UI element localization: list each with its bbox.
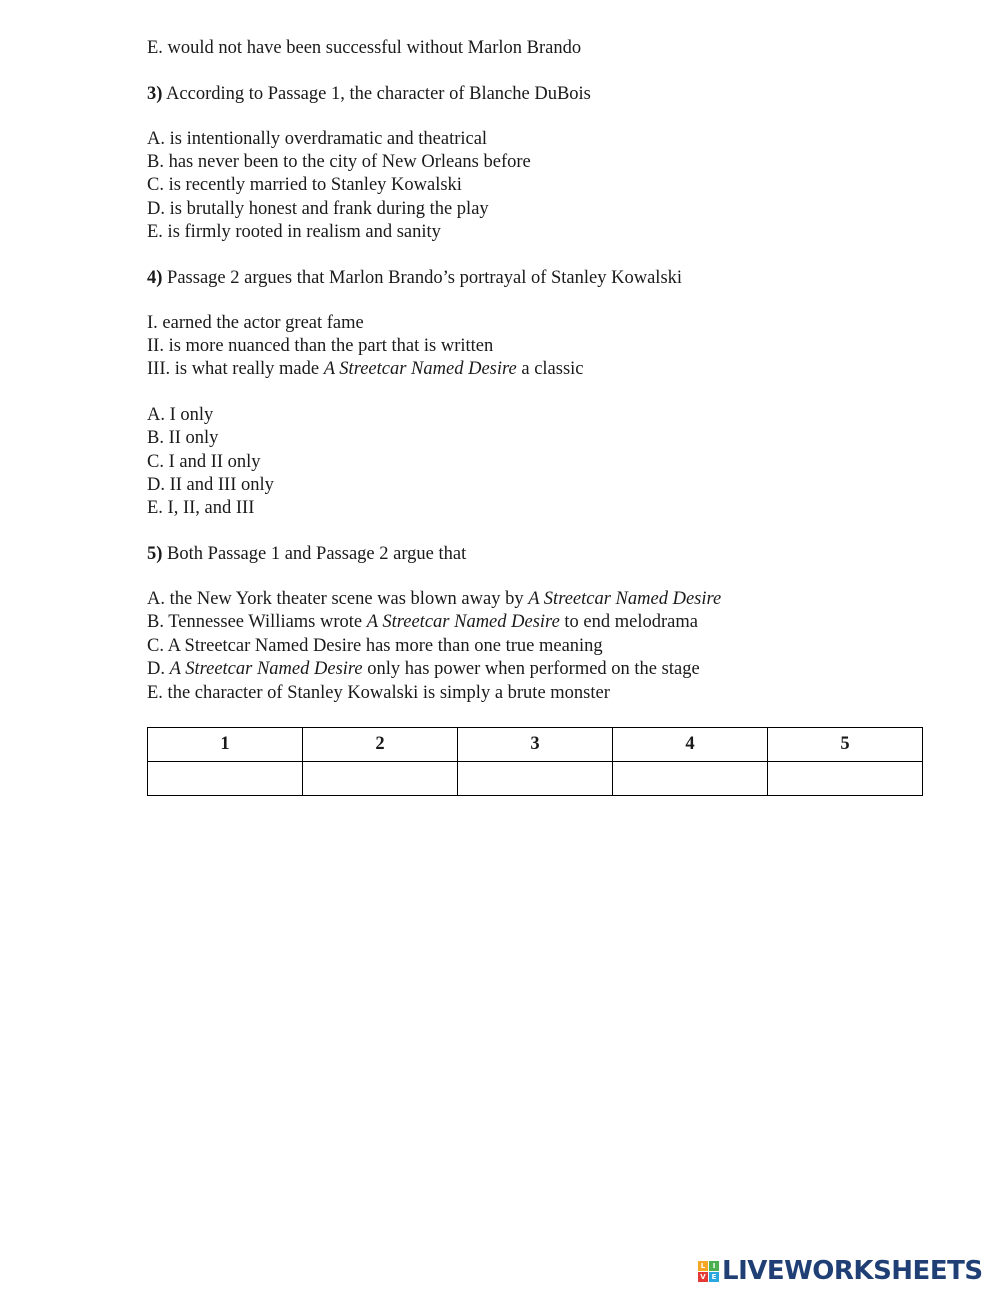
q3-option-e: E. is firmly rooted in realism and sanity [147, 222, 441, 242]
q4-statement-i: I. earned the actor great fame [147, 313, 364, 333]
answer-input-4[interactable] [613, 762, 768, 796]
logo-tile-e: E [709, 1272, 719, 1282]
q3-option-c: C. is recently married to Stanley Kowalski [147, 175, 462, 195]
q4-stem [147, 267, 682, 289]
q4-iii-text: III. is what really made [147, 359, 324, 379]
q5-b-text: B. Tennessee Williams wrote [147, 612, 367, 632]
q4-option-c: C. I and II only [147, 452, 261, 472]
answer-header-3: 3 [458, 728, 613, 762]
answer-table-header-row [148, 728, 923, 762]
q4-iii-text-end: a classic [516, 359, 584, 379]
q4-option-b: B. II only [147, 428, 219, 448]
q5-stem-text: Both Passage 1 and Passage 2 argue that [167, 544, 467, 564]
q5-d-text-end: only has power when performed on the stage [362, 659, 700, 679]
logo-icon [698, 1261, 719, 1282]
q5-option-d [147, 658, 700, 680]
q5-b-title: A Streetcar Named Desire [366, 612, 560, 632]
q5-d-title: A Streetcar Named Desire [169, 659, 363, 679]
q4-option-e: E. I, II, and III [147, 498, 255, 518]
logo-text: LIVEWORKSHEETS [722, 1256, 983, 1286]
logo-tile-v: V [698, 1272, 708, 1282]
answer-input-1[interactable] [148, 762, 303, 796]
q4-statement-iii [147, 358, 584, 380]
answer-header-4: 4 [613, 728, 768, 762]
answer-input-2[interactable] [303, 762, 458, 796]
q5-option-c: C. A Streetcar Named Desire has more than one true meaning [147, 636, 603, 656]
q5-option-a [147, 588, 721, 610]
answer-header-5: 5 [768, 728, 923, 762]
q4-iii-title: A Streetcar Named Desire [323, 359, 517, 379]
q5-a-title: A Streetcar Named Desire [528, 589, 722, 609]
logo-tile-l: L [698, 1261, 708, 1271]
liveworksheets-logo [698, 1256, 983, 1286]
answer-table-input-row [148, 762, 923, 796]
q3-option-a: A. is intentionally overdramatic and theatrical [147, 129, 488, 149]
q4-statement-ii: II. is more nuanced than the part that is written [147, 336, 494, 356]
q5-number: 5) [147, 544, 163, 564]
answer-header-2: 2 [303, 728, 458, 762]
q5-d-text: D. [147, 659, 170, 679]
q4-stem-text: Passage 2 argues that Marlon Brando’s portrayal of Stanley Kowalski [167, 268, 683, 288]
q5-b-text-end: to end melodrama [559, 612, 698, 632]
q5-stem [147, 543, 466, 565]
q4-number: 4) [147, 268, 163, 288]
q5-a-text: A. the New York theater scene was blown away by [147, 589, 529, 609]
q5-option-b [147, 611, 698, 633]
q2-option-e: E. would not have been successful without Marlon Brando [147, 38, 582, 58]
q3-option-d: D. is brutally honest and frank during the play [147, 199, 489, 219]
q4-option-d: D. II and III only [147, 475, 274, 495]
q4-option-a: A. I only [147, 405, 214, 425]
q5-option-e: E. the character of Stanley Kowalski is simply a brute monster [147, 683, 610, 703]
q3-number: 3) [147, 84, 163, 104]
logo-tile-i: I [709, 1261, 719, 1271]
q3-stem-text: According to Passage 1, the character of Blanche DuBois [166, 84, 591, 104]
answer-header-1: 1 [148, 728, 303, 762]
q3-stem [147, 83, 591, 105]
answer-input-5[interactable] [768, 762, 923, 796]
q3-option-b: B. has never been to the city of New Orleans before [147, 152, 531, 172]
answer-input-3[interactable] [458, 762, 613, 796]
answer-table [147, 727, 923, 796]
